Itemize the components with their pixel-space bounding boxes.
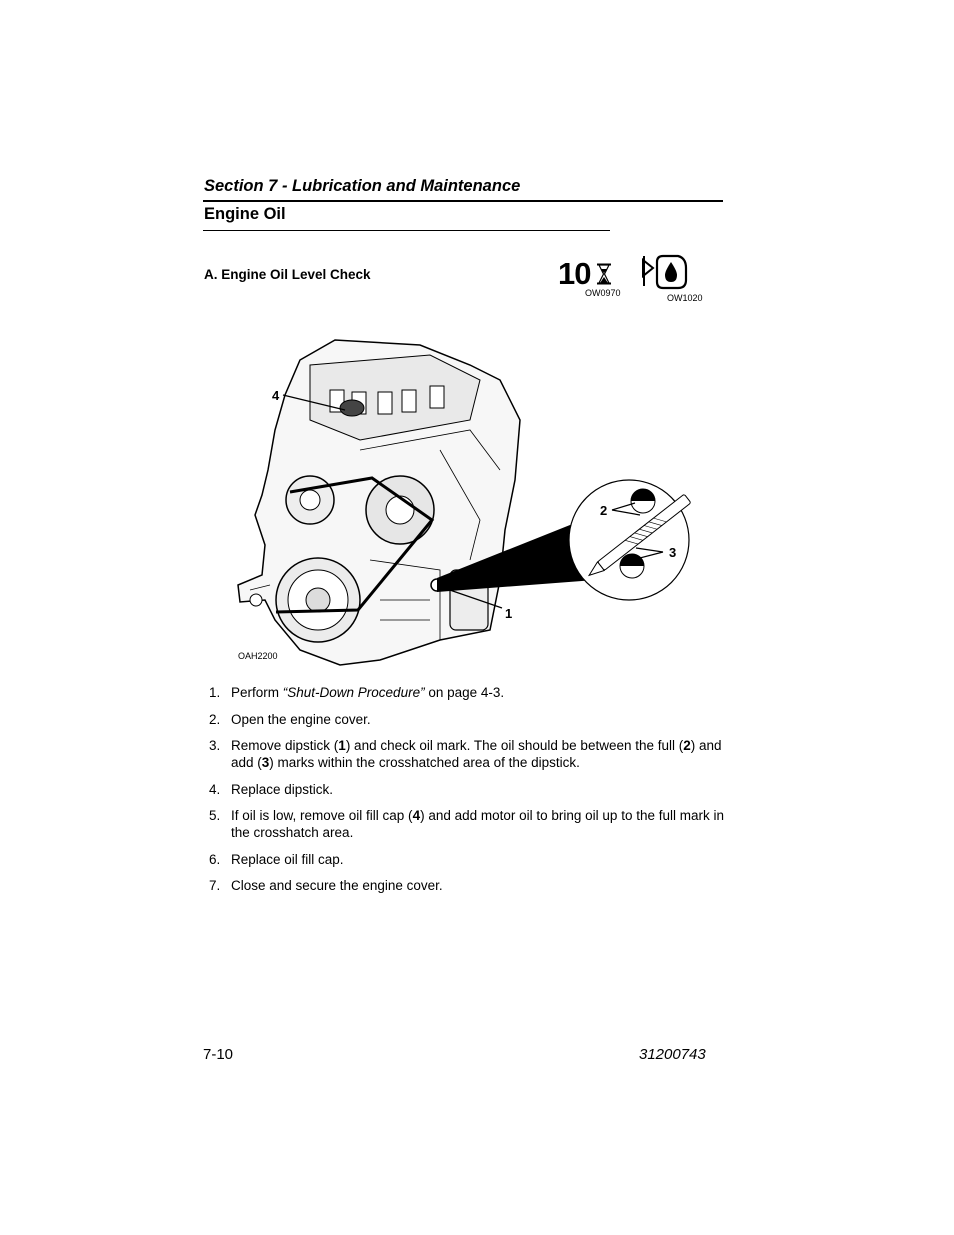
callout-3: 3 (669, 545, 677, 560)
subsection-heading: A. Engine Oil Level Check (204, 267, 371, 282)
title-rule (203, 230, 610, 231)
oil-can-icon (640, 254, 690, 292)
step-5: 5. If oil is low, remove oil fill cap (4) and add motor oil to bring oil up to the full mark in the crosshatch area. (209, 808, 724, 840)
step-2: 2. Open the engine cover. (209, 711, 371, 727)
interval-code: OW0970 (585, 288, 621, 298)
figure-code: OAH2200 (238, 651, 278, 661)
callout-1: 1 (505, 606, 513, 621)
callout-2: 2 (600, 503, 608, 518)
footer-page-number: 7-10 (203, 1046, 234, 1063)
step-1: 1. Perform “Shut-Down Procedure” on page 4-3. (209, 685, 505, 700)
footer-document-number: 31200743 (639, 1046, 706, 1063)
oil-code: OW1020 (667, 293, 703, 303)
step-6: 6. Replace oil fill cap. (209, 851, 344, 867)
procedure-reference: “Shut-Down Procedure” (282, 685, 425, 700)
section-title: Section 7 - Lubrication and Maintenance (204, 177, 521, 195)
procedure-steps (209, 684, 729, 904)
page-title: Engine Oil (204, 205, 286, 223)
callout-4: 4 (272, 388, 280, 403)
section-rule (203, 200, 723, 202)
interval-number: 10 (558, 256, 591, 291)
engine-illustration (230, 330, 700, 675)
step-7: 7. Close and secure the engine cover. (209, 878, 443, 893)
step-4: 4. Replace dipstick. (209, 781, 334, 797)
hourglass-icon (596, 263, 612, 285)
step-3: 3. Remove dipstick (1) and check oil mark. The oil should be between the full (2) and add (3) marks within the crosshatched area of the dipstick. (209, 738, 722, 770)
